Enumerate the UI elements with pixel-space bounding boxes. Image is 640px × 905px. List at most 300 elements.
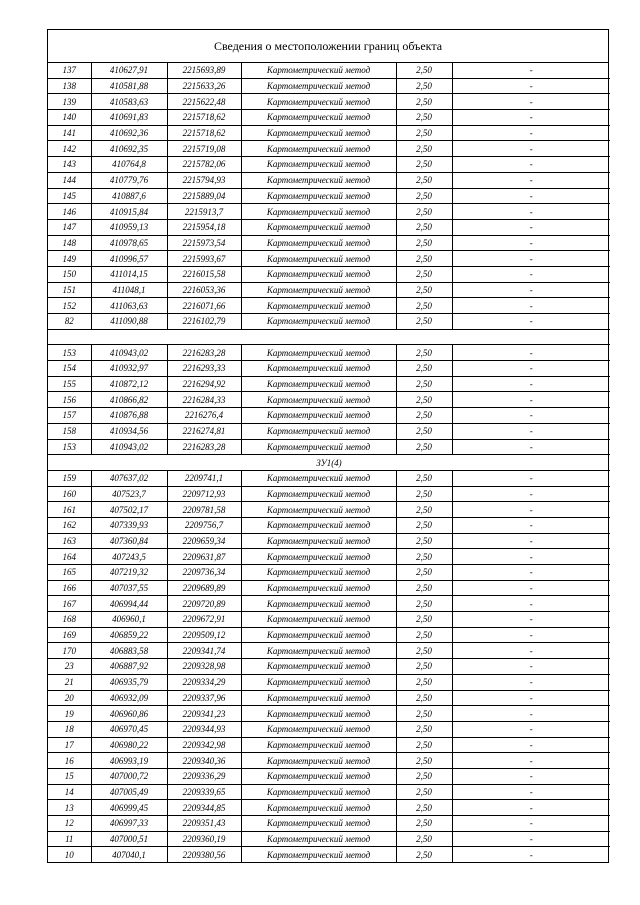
method-cell: Картометрический метод [241,172,396,188]
precision-cell: 2,50 [396,266,452,282]
x-coordinate-cell: 407637,02 [91,470,167,486]
description-cell: - [452,565,610,581]
method-cell: Картометрический метод [241,784,396,800]
description-cell: - [452,219,610,235]
point-number-cell: 17 [48,737,91,753]
y-coordinate-cell: 2216274,81 [167,423,241,439]
method-cell: Картометрический метод [241,392,396,408]
point-number-cell: 139 [48,94,91,110]
method-cell: Картометрический метод [241,753,396,769]
precision-cell: 2,50 [396,612,452,628]
precision-cell: 2,50 [396,706,452,722]
method-cell: Картометрический метод [241,376,396,392]
point-number-cell: 152 [48,298,91,314]
table-row [48,423,610,439]
y-coordinate-cell: 2216283,28 [167,345,241,361]
y-coordinate-cell: 2209380,56 [167,847,241,862]
x-coordinate-cell: 407000,72 [91,768,167,784]
precision-cell: 2,50 [396,643,452,659]
description-cell: - [452,517,610,533]
x-coordinate-cell: 410583,63 [91,94,167,110]
method-cell: Картометрический метод [241,659,396,675]
method-cell: Картометрический метод [241,439,396,455]
point-number-cell: 137 [48,63,91,78]
x-coordinate-cell: 406859,22 [91,627,167,643]
table-row [48,376,610,392]
table-row [48,219,610,235]
description-cell: - [452,612,610,628]
y-coordinate-cell: 2209336,29 [167,768,241,784]
empty-row [48,329,610,345]
method-cell: Картометрический метод [241,502,396,518]
method-cell: Картометрический метод [241,674,396,690]
x-coordinate-cell: 406932,09 [91,690,167,706]
description-cell: - [452,298,610,314]
x-coordinate-cell: 410978,65 [91,235,167,251]
point-number-cell: 19 [48,706,91,722]
table-row [48,486,610,502]
precision-cell: 2,50 [396,345,452,361]
x-coordinate-cell: 410627,91 [91,63,167,78]
method-cell: Картометрический метод [241,141,396,157]
precision-cell: 2,50 [396,392,452,408]
method-cell: Картометрический метод [241,94,396,110]
y-coordinate-cell: 2215693,89 [167,63,241,78]
point-number-cell: 23 [48,659,91,675]
y-coordinate-cell: 2216102,79 [167,314,241,330]
precision-cell: 2,50 [396,784,452,800]
description-cell: - [452,439,610,455]
precision-cell: 2,50 [396,470,452,486]
table-row [48,266,610,282]
y-coordinate-cell: 2209736,34 [167,565,241,581]
precision-cell: 2,50 [396,251,452,267]
x-coordinate-cell: 406935,79 [91,674,167,690]
x-coordinate-cell: 410872,12 [91,376,167,392]
method-cell: Картометрический метод [241,282,396,298]
description-cell: - [452,596,610,612]
method-cell: Картометрический метод [241,580,396,596]
method-cell: Картометрический метод [241,110,396,126]
x-coordinate-cell: 410692,36 [91,125,167,141]
x-coordinate-cell: 406970,45 [91,721,167,737]
precision-cell: 2,50 [396,78,452,94]
point-number-cell: 146 [48,204,91,220]
precision-cell: 2,50 [396,298,452,314]
precision-cell: 2,50 [396,502,452,518]
table-row [48,110,610,126]
table-row [48,753,610,769]
y-coordinate-cell: 2209672,91 [167,612,241,628]
precision-cell: 2,50 [396,549,452,565]
method-cell: Картометрический метод [241,125,396,141]
description-cell: - [452,110,610,126]
y-coordinate-cell: 2216071,66 [167,298,241,314]
point-number-cell: 150 [48,266,91,282]
point-number-cell: 12 [48,816,91,832]
precision-cell: 2,50 [396,737,452,753]
y-coordinate-cell: 2209344,85 [167,800,241,816]
table-row [48,643,610,659]
y-coordinate-cell: 2209351,43 [167,816,241,832]
description-cell: - [452,549,610,565]
precision-cell: 2,50 [396,314,452,330]
method-cell: Картометрический метод [241,816,396,832]
description-cell: - [452,674,610,690]
method-cell: Картометрический метод [241,596,396,612]
description-cell: - [452,63,610,78]
boundary-table-sheet [47,29,609,863]
table-row [48,706,610,722]
x-coordinate-cell: 407502,17 [91,502,167,518]
x-coordinate-cell: 410866,82 [91,392,167,408]
x-coordinate-cell: 410915,84 [91,204,167,220]
table-row [48,565,610,581]
y-coordinate-cell: 2216283,28 [167,439,241,455]
method-cell: Картометрический метод [241,251,396,267]
x-coordinate-cell: 407243,5 [91,549,167,565]
point-number-cell: 156 [48,392,91,408]
point-number-cell: 18 [48,721,91,737]
x-coordinate-cell: 407037,55 [91,580,167,596]
method-cell: Картометрический метод [241,831,396,847]
precision-cell: 2,50 [396,690,452,706]
description-cell: - [452,141,610,157]
precision-cell: 2,50 [396,157,452,173]
description-cell: - [452,361,610,377]
point-number-cell: 147 [48,219,91,235]
y-coordinate-cell: 2216294,92 [167,376,241,392]
y-coordinate-cell: 2215973,54 [167,235,241,251]
description-cell: - [452,847,610,862]
y-coordinate-cell: 2209328,98 [167,659,241,675]
method-cell: Картометрический метод [241,361,396,377]
table-row [48,816,610,832]
point-number-cell: 155 [48,376,91,392]
precision-cell: 2,50 [396,847,452,862]
y-coordinate-cell: 2209659,34 [167,533,241,549]
method-cell: Картометрический метод [241,423,396,439]
method-cell: Картометрический метод [241,345,396,361]
method-cell: Картометрический метод [241,314,396,330]
point-number-cell: 161 [48,502,91,518]
point-number-cell: 164 [48,549,91,565]
table-row [48,612,610,628]
x-coordinate-cell: 406887,92 [91,659,167,675]
description-cell: - [452,800,610,816]
description-cell: - [452,533,610,549]
point-number-cell: 13 [48,800,91,816]
x-coordinate-cell: 410959,13 [91,219,167,235]
point-number-cell: 159 [48,470,91,486]
table-row [48,721,610,737]
table-row [48,768,610,784]
table-row [48,63,610,78]
description-cell: - [452,580,610,596]
precision-cell: 2,50 [396,188,452,204]
precision-cell: 2,50 [396,282,452,298]
point-number-cell: 144 [48,172,91,188]
table-row [48,361,610,377]
point-number-cell: 162 [48,517,91,533]
description-cell: - [452,753,610,769]
method-cell: Картометрический метод [241,706,396,722]
description-cell: - [452,392,610,408]
table-row [48,94,610,110]
method-cell: Картометрический метод [241,847,396,862]
point-number-cell: 168 [48,612,91,628]
y-coordinate-cell: 2209781,58 [167,502,241,518]
y-coordinate-cell: 2209340,36 [167,753,241,769]
point-number-cell: 151 [48,282,91,298]
precision-cell: 2,50 [396,94,452,110]
x-coordinate-cell: 410691,83 [91,110,167,126]
x-coordinate-cell: 406999,45 [91,800,167,816]
precision-cell: 2,50 [396,141,452,157]
x-coordinate-cell: 406993,19 [91,753,167,769]
y-coordinate-cell: 2209341,23 [167,706,241,722]
point-number-cell: 15 [48,768,91,784]
description-cell: - [452,784,610,800]
method-cell: Картометрический метод [241,768,396,784]
description-cell: - [452,627,610,643]
section-label: ЗУ1(4) [48,455,610,471]
table-row [48,392,610,408]
precision-cell: 2,50 [396,172,452,188]
description-cell: - [452,721,610,737]
x-coordinate-cell: 410887,6 [91,188,167,204]
method-cell: Картометрический метод [241,266,396,282]
method-cell: Картометрический метод [241,800,396,816]
description-cell: - [452,376,610,392]
method-cell: Картометрический метод [241,298,396,314]
precision-cell: 2,50 [396,423,452,439]
y-coordinate-cell: 2215913,7 [167,204,241,220]
x-coordinate-cell: 410764,8 [91,157,167,173]
y-coordinate-cell: 2215889,04 [167,188,241,204]
x-coordinate-cell: 411014,15 [91,266,167,282]
table-row [48,800,610,816]
x-coordinate-cell: 407360,84 [91,533,167,549]
x-coordinate-cell: 410581,88 [91,78,167,94]
method-cell: Картометрический метод [241,737,396,753]
y-coordinate-cell: 2216015,58 [167,266,241,282]
method-cell: Картометрический метод [241,627,396,643]
description-cell: - [452,831,610,847]
y-coordinate-cell: 2215718,62 [167,110,241,126]
section-header-row [48,455,610,471]
description-cell: - [452,78,610,94]
x-coordinate-cell: 410876,88 [91,408,167,424]
precision-cell: 2,50 [396,565,452,581]
point-number-cell: 82 [48,314,91,330]
method-cell: Картометрический метод [241,219,396,235]
table-row [48,470,610,486]
y-coordinate-cell: 2209756,7 [167,517,241,533]
description-cell: - [452,172,610,188]
x-coordinate-cell: 410943,02 [91,345,167,361]
y-coordinate-cell: 2209712,93 [167,486,241,502]
point-number-cell: 158 [48,423,91,439]
table-row [48,659,610,675]
x-coordinate-cell: 410779,76 [91,172,167,188]
x-coordinate-cell: 406960,86 [91,706,167,722]
description-cell: - [452,659,610,675]
method-cell: Картометрический метод [241,470,396,486]
precision-cell: 2,50 [396,408,452,424]
table-title: Сведения о местоположении границ объекта [48,30,608,63]
table-row [48,345,610,361]
description-cell: - [452,125,610,141]
description-cell: - [452,816,610,832]
method-cell: Картометрический метод [241,721,396,737]
method-cell: Картометрический метод [241,643,396,659]
point-number-cell: 163 [48,533,91,549]
table-row [48,439,610,455]
y-coordinate-cell: 2209337,96 [167,690,241,706]
x-coordinate-cell: 407040,1 [91,847,167,862]
precision-cell: 2,50 [396,204,452,220]
precision-cell: 2,50 [396,580,452,596]
table-row [48,78,610,94]
description-cell: - [452,94,610,110]
y-coordinate-cell: 2209341,74 [167,643,241,659]
x-coordinate-cell: 407523,7 [91,486,167,502]
table-row [48,502,610,518]
description-cell: - [452,157,610,173]
y-coordinate-cell: 2209339,65 [167,784,241,800]
x-coordinate-cell: 410692,35 [91,141,167,157]
point-number-cell: 149 [48,251,91,267]
y-coordinate-cell: 2209360,19 [167,831,241,847]
description-cell: - [452,204,610,220]
x-coordinate-cell: 407339,93 [91,517,167,533]
description-cell: - [452,690,610,706]
precision-cell: 2,50 [396,674,452,690]
description-cell: - [452,266,610,282]
description-cell: - [452,706,610,722]
y-coordinate-cell: 2215993,67 [167,251,241,267]
precision-cell: 2,50 [396,376,452,392]
point-number-cell: 165 [48,565,91,581]
x-coordinate-cell: 406883,58 [91,643,167,659]
y-coordinate-cell: 2216053,36 [167,282,241,298]
y-coordinate-cell: 2215782,06 [167,157,241,173]
point-number-cell: 170 [48,643,91,659]
coordinates-table [48,63,610,862]
description-cell: - [452,345,610,361]
table-row [48,596,610,612]
method-cell: Картометрический метод [241,486,396,502]
x-coordinate-cell: 410934,56 [91,423,167,439]
method-cell: Картометрический метод [241,533,396,549]
method-cell: Картометрический метод [241,157,396,173]
precision-cell: 2,50 [396,800,452,816]
point-number-cell: 14 [48,784,91,800]
description-cell: - [452,314,610,330]
point-number-cell: 153 [48,345,91,361]
table-row [48,627,610,643]
description-cell: - [452,502,610,518]
description-cell: - [452,408,610,424]
table-row [48,235,610,251]
point-number-cell: 166 [48,580,91,596]
precision-cell: 2,50 [396,517,452,533]
table-row [48,298,610,314]
table-row [48,251,610,267]
table-row [48,282,610,298]
method-cell: Картометрический метод [241,612,396,628]
y-coordinate-cell: 2209334,29 [167,674,241,690]
y-coordinate-cell: 2215719,08 [167,141,241,157]
description-cell: - [452,470,610,486]
point-number-cell: 141 [48,125,91,141]
x-coordinate-cell: 406994,44 [91,596,167,612]
point-number-cell: 167 [48,596,91,612]
y-coordinate-cell: 2209344,93 [167,721,241,737]
description-cell: - [452,486,610,502]
point-number-cell: 11 [48,831,91,847]
point-number-cell: 148 [48,235,91,251]
x-coordinate-cell: 406980,22 [91,737,167,753]
y-coordinate-cell: 2215718,62 [167,125,241,141]
x-coordinate-cell: 406997,33 [91,816,167,832]
table-row [48,517,610,533]
table-row [48,314,610,330]
y-coordinate-cell: 2215794,93 [167,172,241,188]
table-row [48,847,610,862]
table-row [48,533,610,549]
method-cell: Картометрический метод [241,517,396,533]
description-cell: - [452,235,610,251]
method-cell: Картометрический метод [241,235,396,251]
method-cell: Картометрический метод [241,188,396,204]
precision-cell: 2,50 [396,486,452,502]
table-row [48,690,610,706]
point-number-cell: 10 [48,847,91,862]
table-row [48,674,610,690]
precision-cell: 2,50 [396,63,452,78]
point-number-cell: 145 [48,188,91,204]
point-number-cell: 138 [48,78,91,94]
y-coordinate-cell: 2209631,87 [167,549,241,565]
y-coordinate-cell: 2216293,33 [167,361,241,377]
method-cell: Картометрический метод [241,204,396,220]
method-cell: Картометрический метод [241,690,396,706]
precision-cell: 2,50 [396,768,452,784]
precision-cell: 2,50 [396,721,452,737]
table-row [48,737,610,753]
method-cell: Картометрический метод [241,63,396,78]
table-row [48,125,610,141]
x-coordinate-cell: 411048,1 [91,282,167,298]
precision-cell: 2,50 [396,361,452,377]
precision-cell: 2,50 [396,753,452,769]
table-row [48,141,610,157]
point-number-cell: 153 [48,439,91,455]
point-number-cell: 140 [48,110,91,126]
y-coordinate-cell: 2209509,12 [167,627,241,643]
method-cell: Картометрический метод [241,549,396,565]
x-coordinate-cell: 410943,02 [91,439,167,455]
precision-cell: 2,50 [396,110,452,126]
y-coordinate-cell: 2216284,33 [167,392,241,408]
empty-row-cell [48,329,610,345]
table-row [48,784,610,800]
point-number-cell: 154 [48,361,91,377]
x-coordinate-cell: 407219,32 [91,565,167,581]
y-coordinate-cell: 2216276,4 [167,408,241,424]
